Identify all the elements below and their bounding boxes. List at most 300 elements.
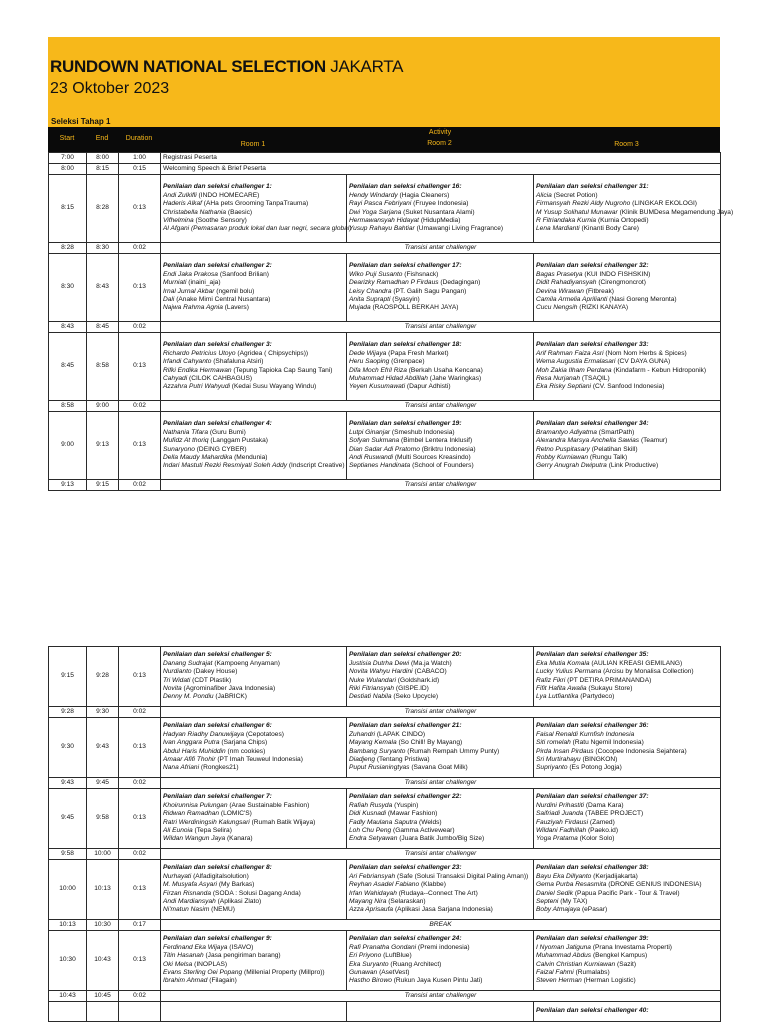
start-time: 9:43 <box>49 778 87 789</box>
challenger-title: Penilaian dan seleksi challenger 32: <box>536 262 649 270</box>
participant-business: (CV. Sanfood Indonesia) <box>590 383 665 391</box>
participant <box>163 677 344 685</box>
participant-name: Yusup Rahayu Bahtiar <box>349 225 415 233</box>
duration: 0:02 <box>119 778 161 789</box>
participant <box>163 200 344 208</box>
participant <box>163 383 344 391</box>
participant <box>536 208 734 217</box>
participant-business: (ISAVO) <box>227 943 254 951</box>
participant <box>349 446 531 454</box>
participant <box>349 881 531 889</box>
participant <box>349 217 531 225</box>
participant-business: (Rumah Rempah Ummy Punty) <box>405 747 500 755</box>
participant <box>163 835 344 843</box>
participant-name: Faizal Fahmi <box>536 968 574 976</box>
room-cell <box>161 718 347 778</box>
participant-name: Al Afgani (Pemasaran produk lokal dan luar negri, secara global) <box>163 225 352 233</box>
participant-business: (Hagia Cleaners) <box>397 191 450 199</box>
start-time: 8:45 <box>49 333 87 401</box>
transition-text: BREAK <box>161 920 721 931</box>
participant <box>349 906 531 914</box>
room-cell <box>534 175 734 243</box>
participant-business: (Sanfood Brilian) <box>217 270 269 278</box>
participant-name: Supriyanto <box>536 764 568 772</box>
participant-business: (Millenial Property (Millpro)) <box>242 968 325 976</box>
activity-text: Welcoming Speech & Brief Peserta <box>161 164 721 175</box>
participant-name: Ridwan Ramadhan <box>163 810 220 818</box>
participant <box>163 367 344 375</box>
participant <box>536 296 718 304</box>
end-time: 9:15 <box>87 480 119 491</box>
room-cell <box>347 333 534 401</box>
start-time: 10:00 <box>49 860 87 920</box>
room-cell <box>161 412 347 480</box>
participant <box>536 810 718 818</box>
participant-name: Justisia Dutrha Dewi <box>349 659 410 667</box>
start-time: 8:00 <box>49 164 87 175</box>
empty-cell <box>119 1002 161 1022</box>
participant <box>349 685 531 693</box>
duration: 1:00 <box>119 153 161 164</box>
end-time: 9:30 <box>87 707 119 718</box>
challenger-row <box>49 718 721 778</box>
participant-business: (Papa Fresh Market) <box>386 349 449 357</box>
participant <box>349 668 531 676</box>
participant-business: (Rudaya--Connect The Art) <box>396 889 478 897</box>
participant <box>536 462 718 470</box>
participant-name: Yeyen Kusumawati <box>349 383 406 391</box>
participant <box>536 731 718 739</box>
participant <box>349 304 531 312</box>
participant-name: Tri Widati <box>163 676 191 684</box>
participant <box>536 200 718 208</box>
participant-business: (Rongkes21) <box>199 764 239 772</box>
participant-business: (Rukun Jaya Kusen Pintu Jati) <box>391 977 483 985</box>
participant-name: Retno Puspitasary <box>536 445 590 453</box>
participant-name: Della Maudy Mahardika <box>163 453 233 461</box>
participant <box>536 881 718 889</box>
participant-name: Dearizky Ramadhan P Firdaus <box>349 279 439 287</box>
participant-name: Hendy Windardy <box>349 191 398 199</box>
room-cell <box>534 931 721 991</box>
start-time: 8:28 <box>49 243 87 254</box>
participant-name: Muhammad Abdus <box>536 952 592 960</box>
participant <box>349 660 531 668</box>
participant <box>163 437 344 445</box>
participant-business: (Ma.ja Watch) <box>409 659 452 667</box>
participant <box>349 367 531 375</box>
participant <box>163 192 344 200</box>
participant-name: Arif Rahman Faiza Asri <box>536 349 604 357</box>
participant-name: Steven Herman <box>536 977 582 985</box>
challenger-row <box>49 412 721 480</box>
participant <box>349 961 531 969</box>
participant <box>536 446 718 454</box>
participant-business: (Umawangi Living Fragrance) <box>414 225 504 233</box>
participant <box>163 358 344 366</box>
participant-business: (Premi indonesia) <box>416 943 470 951</box>
participant <box>536 819 718 827</box>
participant-name: Resa Nurjanah <box>536 374 580 382</box>
room-cell <box>347 860 534 920</box>
participant-business: (Indscript Creative) <box>287 462 345 470</box>
participant <box>536 375 718 383</box>
participant-name: Septianes Handinata <box>349 462 411 470</box>
table-row-partial <box>49 1002 721 1022</box>
participant-name: Gerry Anugrah Dwiputra <box>536 462 607 470</box>
participant <box>536 961 718 969</box>
participant-business: (Seko Upcycle) <box>391 693 439 701</box>
participant <box>349 952 531 960</box>
challenger-title: Penilaian dan seleksi challenger 35: <box>536 651 649 659</box>
challenger-title: Penilaian dan seleksi challenger 8: <box>163 864 272 872</box>
participant-name: Bayu Eka Dillyanto <box>536 872 592 880</box>
participant-name: Novita <box>163 684 182 692</box>
header-room1: Room 1 <box>240 141 266 148</box>
room-cell <box>534 718 721 778</box>
end-time: 9:58 <box>87 789 119 849</box>
challenger-title: Penilaian dan seleksi challenger 21: <box>349 722 462 730</box>
participant-name: Fifit Hafita Awalia <box>536 684 587 692</box>
transition-row <box>49 991 721 1002</box>
participant-business: (Kolor Solo) <box>577 835 615 843</box>
participant-name: Murniati <box>163 279 187 287</box>
end-time: 9:28 <box>87 647 119 707</box>
challenger-title: Penilaian dan seleksi challenger 3: <box>163 341 272 349</box>
participant <box>349 209 531 217</box>
participant <box>536 802 718 810</box>
participant-business: (Lavers) <box>222 304 249 312</box>
participant-business: (NEMU) <box>209 906 235 914</box>
transition-text: Transisi antar challenger <box>161 778 721 789</box>
participant-business: (Suket Nusantara Alami) <box>401 208 475 216</box>
participant-name: Devina Wirawan <box>536 287 584 295</box>
start-time: 9:28 <box>49 707 87 718</box>
participant-name: Destiati Nabila <box>349 693 392 701</box>
header-room3: Room 3 <box>614 141 639 148</box>
participant-business: (Klinik BUMDesa Megamendung Jaya) <box>617 208 734 216</box>
transition-text: Transisi antar challenger <box>161 243 721 254</box>
participant-name: Sofyan Sukmana <box>349 437 400 445</box>
challenger-title: Penilaian dan seleksi challenger 33: <box>536 341 649 349</box>
room-cell <box>161 333 347 401</box>
participant-business: (Kampoeng Anyaman) <box>212 659 280 667</box>
participant-business: (Cirengmoncrot) <box>596 279 646 287</box>
duration: 0:13 <box>119 860 161 920</box>
participant-business: (Fishsnack) <box>402 270 439 278</box>
title-banner <box>48 37 720 117</box>
participant <box>349 454 531 462</box>
participant <box>163 906 344 914</box>
participant-name: Danang Sudrajat <box>163 659 213 667</box>
participant-name: Zuhandri <box>349 730 376 738</box>
participant-name: Denny M. Pondiu <box>163 693 214 701</box>
participant <box>163 350 344 358</box>
challenger-title: Penilaian dan seleksi challenger 18: <box>349 341 462 349</box>
start-time: 9:45 <box>49 789 87 849</box>
participant <box>163 827 344 835</box>
participant-name: Amaar Afifi Thohir <box>163 755 216 763</box>
challenger-row <box>49 789 721 849</box>
room-cell <box>161 931 347 991</box>
participant-name: Eka Suryanto <box>349 960 389 968</box>
participant-name: Rafi Pranatha Gondani <box>349 943 417 951</box>
participant <box>536 827 718 835</box>
participant-name: Rifki Endika Hermawan <box>163 366 232 374</box>
participant-name: Mufidz At thoriq <box>163 437 209 445</box>
duration: 0:13 <box>119 254 161 322</box>
start-time: 9:15 <box>49 647 87 707</box>
challenger-title: Penilaian dan seleksi challenger 2: <box>163 262 272 270</box>
participant-name: Alicia <box>536 191 552 199</box>
participant <box>349 350 531 358</box>
participant <box>536 367 718 375</box>
participant-name: I Nyoman Jatiguna <box>536 943 591 951</box>
participant <box>163 764 344 772</box>
transition-text: Transisi antar challenger <box>161 401 721 412</box>
participant-business: (Link Productive) <box>606 462 659 470</box>
participant-name: Firmansyah Rezki Aldy Nugroho <box>536 200 631 208</box>
participant-business: (PT. Galih Sagu Pangan) <box>391 287 467 295</box>
participant-business: (Bimbel Lentera Inklusif) <box>399 437 473 445</box>
participant-business: (Secret Potion) <box>551 191 598 199</box>
participant <box>163 296 344 304</box>
transition-row <box>49 322 721 333</box>
participant-name: Wildan Wangun Jaya <box>163 835 226 843</box>
rundown-table-1 <box>48 152 734 491</box>
participant <box>163 446 344 454</box>
participant <box>163 225 352 233</box>
participant-name: Ali Eunoia <box>163 826 193 834</box>
participant-name: Sunaryono <box>163 445 195 453</box>
empty-cell <box>49 1002 87 1022</box>
participant-business: (Fruyee Indonesia) <box>411 200 469 208</box>
participant <box>163 802 344 810</box>
participant-business: (Rungu Talk) <box>588 453 628 461</box>
participant-business: (Grenpace) <box>389 358 425 366</box>
participant-business: (LOMIC'S) <box>219 810 252 818</box>
end-time: 9:43 <box>87 718 119 778</box>
participant <box>163 944 344 952</box>
participant <box>163 454 344 462</box>
participant <box>163 890 344 898</box>
participant <box>163 271 344 279</box>
participant-business: (Nasi Goreng Meronta) <box>607 295 677 303</box>
participant-business: (Sukayu Store) <box>586 684 633 692</box>
participant <box>536 873 718 881</box>
participant-business: (LuftBlue) <box>381 952 412 960</box>
participant-business: (SmartPath) <box>596 428 635 436</box>
transition-row <box>49 849 721 860</box>
participant-name: Azzahra Putri Wahyudi <box>163 383 230 391</box>
participant-business: (Welds) <box>417 818 442 826</box>
participant-name: Puput Rusianingtyas <box>349 764 410 772</box>
participant <box>163 969 344 977</box>
participant-name: Bagas Prasetya <box>536 270 583 278</box>
participant-name: Nathania Tifara <box>163 428 209 436</box>
participant-business: (My Barkas) <box>216 881 255 889</box>
participant-business: (Langgam Pustaka) <box>208 437 268 445</box>
duration: 0:13 <box>119 333 161 401</box>
participant-name: Abdul Haris Muhiddin <box>163 747 226 755</box>
participant <box>536 756 718 764</box>
participant <box>536 279 718 287</box>
participant-business: (Ruang Architect) <box>388 960 442 968</box>
participant-name: Dali <box>163 295 175 303</box>
participant <box>536 454 718 462</box>
participant-name: Ferdinand Eka Wijaya <box>163 943 228 951</box>
end-time: 8:30 <box>87 243 119 254</box>
participant-name: Endra Setyawan <box>349 835 398 843</box>
participant-business: (Jasa pengiriman barang) <box>203 952 281 960</box>
participant-name: Haderis Alkaf <box>163 200 202 208</box>
participant-business: (inaini_aja) <box>186 279 221 287</box>
participant-business: (AHa pets Grooming TanpaTrauma) <box>201 200 309 208</box>
challenger-title: Penilaian dan seleksi challenger 17: <box>349 262 462 270</box>
participant-name: Rayi Pasca Febriyani <box>349 200 412 208</box>
participant-business: (nm cookies) <box>225 747 266 755</box>
participant-business: (Tepa Selira) <box>192 826 232 834</box>
participant-name: Andi Mardiansyah <box>163 897 216 905</box>
room-cell <box>534 412 721 480</box>
participant-name: Mayang Nira <box>349 897 387 905</box>
participant-name: Lena Mardianti <box>536 225 580 233</box>
participant-business: (Kurnia Ortopedi) <box>596 216 649 224</box>
participant-name: Fauziyah Firdausi <box>536 818 589 826</box>
start-time: 8:58 <box>49 401 87 412</box>
participant-name: Reyhan Asadel Fabiano <box>349 881 420 889</box>
participant-name: Gema Purba Resasmita <box>536 881 607 889</box>
participant <box>349 677 531 685</box>
participant-business: (CDT Plastik) <box>190 676 232 684</box>
empty-cell <box>347 1002 534 1022</box>
participant <box>349 437 531 445</box>
end-time: 10:45 <box>87 991 119 1002</box>
participant <box>349 731 531 739</box>
participant-name: Eri Priyono <box>349 952 382 960</box>
participant <box>349 890 531 898</box>
participant-business: (Fitbreak) <box>583 287 614 295</box>
participant-name: Boby Atmajaya <box>536 906 581 914</box>
participant-business: (Bengkel Kampus) <box>591 952 648 960</box>
participant-business: (Kindafarm - Kebun Hidroponik) <box>611 366 707 374</box>
participant-business: (Aplikasi Jasa Sarjana Indonesia) <box>393 906 493 914</box>
participant <box>163 961 344 969</box>
participant-business: (DRONE GENIUS INDONESIA) <box>606 881 702 889</box>
participant-business: (Filagain) <box>207 977 237 985</box>
participant-business: (Aplikasi Zlato) <box>215 897 262 905</box>
participant-business: (Cocopee Indonesia Sejahtera) <box>593 747 687 755</box>
participant-business: (KUI INDO FISHSKIN) <box>582 270 651 278</box>
participant-business: (AsetVest) <box>377 968 410 976</box>
participant-business: (SODA : Solusi Dagang Anda) <box>211 889 301 897</box>
participant-business: (Berkah Usaha Kencana) <box>406 366 483 374</box>
header-start: Start <box>59 135 75 142</box>
rundown-table-2 <box>48 646 721 1022</box>
challenger-title: Penilaian dan seleksi challenger 39: <box>536 935 649 943</box>
participant-business: (Syasyin) <box>390 295 420 303</box>
end-time: 8:00 <box>87 153 119 164</box>
participant <box>536 192 718 200</box>
participant-name: Loh Chu Peng <box>349 826 392 834</box>
challenger-title: Penilaian dan seleksi challenger 23: <box>349 864 462 872</box>
end-time: 10:13 <box>87 860 119 920</box>
participant <box>163 375 344 383</box>
participant-name: Dian Sadar Adi Pratomo <box>349 445 420 453</box>
empty-cell <box>161 1002 347 1022</box>
participant <box>349 898 531 906</box>
participant-business: (TSAQIL) <box>579 374 610 382</box>
participant-name: Mujada <box>349 304 371 312</box>
section-label: Seleksi Tahap 1 <box>48 117 720 127</box>
participant-business: (Selaraskan) <box>386 897 426 905</box>
participant-name: Rafiah Rusyda <box>349 801 393 809</box>
participant <box>349 873 531 881</box>
participant-name: Siti romelah <box>536 739 571 747</box>
start-time: 10:30 <box>49 931 87 991</box>
participant-name: Khoirunnisa Pulungan <box>163 801 228 809</box>
participant-business: (Sazit) <box>615 960 637 968</box>
challenger-title: Penilaian dan seleksi challenger 24: <box>349 935 462 943</box>
participant-name: Didi Kusnadi <box>349 810 387 818</box>
participant <box>536 685 718 693</box>
participant-business: (Juara Batik Jumbo/Big Size) <box>397 835 485 843</box>
participant-name: Endi Jaka Prakosa <box>163 270 218 278</box>
participant-business: (CILOK CAHBAGUS) <box>187 374 253 382</box>
start-time: 9:58 <box>49 849 87 860</box>
participant <box>349 810 531 818</box>
participant-business: (Tentang Pristiwa) <box>375 755 430 763</box>
participant-business: (Partydeco) <box>578 693 615 701</box>
participant-business: (Goldshark.id) <box>395 676 440 684</box>
participant-name: Yoga Pratama <box>536 835 578 843</box>
participant <box>349 288 531 296</box>
challenger-title: Penilaian dan seleksi challenger 5: <box>163 651 272 659</box>
participant <box>536 906 718 914</box>
challenger-title: Penilaian dan seleksi challenger 7: <box>163 793 272 801</box>
end-time: 10:30 <box>87 920 119 931</box>
participant <box>536 217 718 225</box>
participant-name: Wiko Puji Susanto <box>349 270 403 278</box>
participant-name: Daniel Sedik <box>536 889 574 897</box>
participant <box>163 756 344 764</box>
end-time: 8:45 <box>87 322 119 333</box>
participant-name: Nurdianto <box>163 668 192 676</box>
start-time: 8:43 <box>49 322 87 333</box>
participant <box>349 969 531 977</box>
participant-business: (Baesic) <box>226 208 253 216</box>
participant-business: (CV DAYA GUNA) <box>615 358 671 366</box>
participant-name: Nurhayati <box>163 872 192 880</box>
header-activity: Activity <box>428 129 452 136</box>
participant-name: Gunawan <box>349 968 378 976</box>
participant-name: Richardo Petricius Utoyo <box>163 349 236 357</box>
participant-business: (Briktru Indonesia) <box>419 445 476 453</box>
duration: 0:13 <box>119 931 161 991</box>
participant-name: Najwa Rahma Agnia <box>163 304 223 312</box>
participant <box>163 668 344 676</box>
participant <box>163 304 344 312</box>
participant-business: (Jahe Waringkas) <box>427 374 482 382</box>
participant-business: (RIZKI KANAYA) <box>577 304 629 312</box>
challenger-row <box>49 647 721 707</box>
start-time: 10:43 <box>49 991 87 1002</box>
table-header <box>48 127 720 152</box>
room-cell <box>347 254 534 322</box>
participant-name: Saifriadi Juanda <box>536 810 584 818</box>
participant <box>163 279 344 287</box>
participant-name: Muhammad Hidad Abdillah <box>349 374 428 382</box>
